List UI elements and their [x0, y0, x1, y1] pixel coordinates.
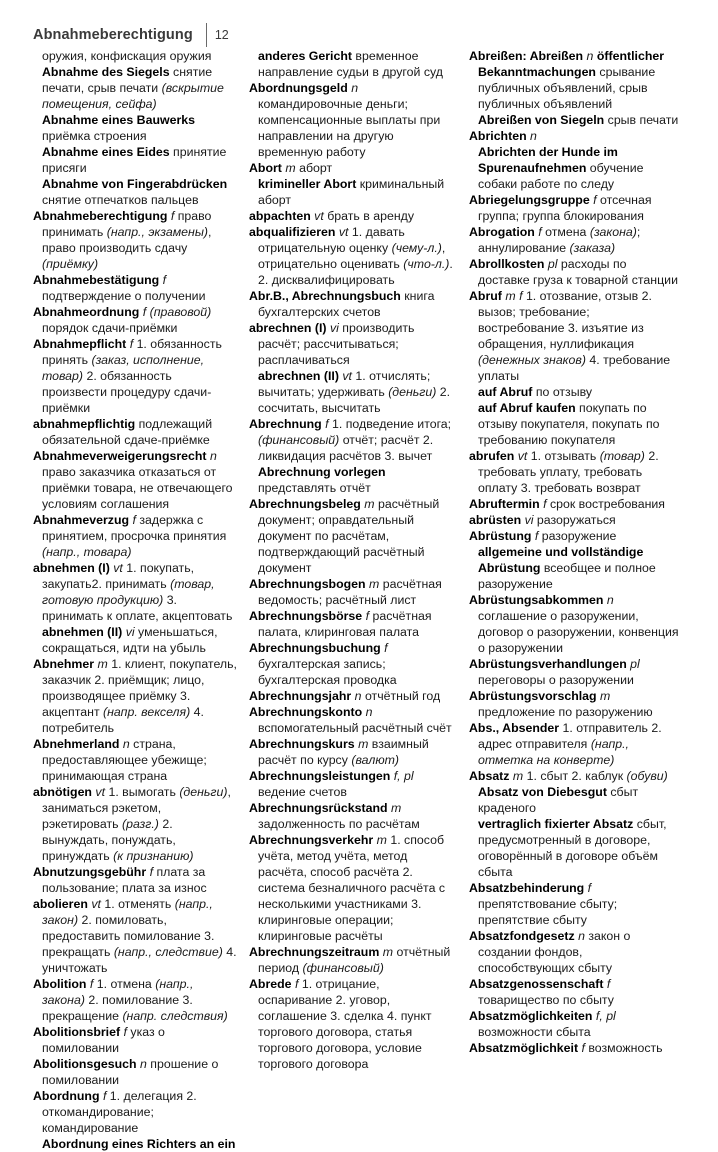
dictionary-entry: Abolitionsbrief f указ о помиловании — [33, 1025, 165, 1055]
dictionary-entry: Abrechnungsbörse f расчётная палата, клиринговая палата — [249, 609, 432, 639]
dictionary-entry: Absatz m 1. сбыт 2. каблук (обуви) — [469, 769, 668, 783]
dictionary-entry: Abolitionsgesuch n прошение о помиловании — [33, 1057, 219, 1087]
column-2 — [249, 48, 457, 1152]
dictionary-subentry: Abnahme eines Bauwerks приёмка строения — [42, 113, 195, 143]
dictionary-subentry: vertraglich fixierter Absatz сбыт, предусмотренный в договоре, оговорённый в договоре объём сбыта — [478, 817, 667, 879]
dictionary-entry: abrechnen (I) vi производить расчёт; рассчитываться; расплачиваться — [249, 321, 415, 367]
dictionary-entry: Abreißen: Abreißen n öffentlicher Bekanntmachungen срывание публичных объявлений, срыв публичных объявлений — [469, 49, 665, 111]
dictionary-entry: Abolition f 1. отмена (напр., закона) 2. помилование 3. прекращение (напр. следствия) — [33, 977, 228, 1023]
dictionary-entry: abpachten vt брать в аренду — [249, 209, 415, 223]
dictionary-entry: Abnahmeverzug f задержка с принятием, просрочка принятия (напр., товара) — [33, 513, 227, 559]
dictionary-entry: abrufen vt 1. отзывать (товар) 2. требовать уплату, требовать оплату 3. требовать возврат — [469, 449, 659, 495]
dictionary-entry: Abriegelungsgruppe f отсечная группа; группа блокирования — [469, 193, 652, 223]
dictionary-subentry: krimineller Abort криминальный аборт — [258, 177, 445, 207]
dictionary-entry: Abrechnungsleistungen f, pl ведение счетов — [249, 769, 414, 799]
dictionary-entry: Absatzmöglichkeit f возможность — [469, 1041, 663, 1055]
dictionary-entry: Abrüstungsvorschlag m предложение по разоружению — [469, 689, 653, 719]
dictionary-subentry: anderes Gericht временное направление судьи в другой суд — [258, 49, 443, 79]
dictionary-entry: Abrechnungsbeleg m расчётный документ; оправдательный документ по расчётам, подтверждающий расчётный документ — [249, 497, 440, 575]
dictionary-subentry: Abnahme von Fingerabdrücken снятие отпечатков пальцев — [42, 177, 228, 207]
running-head: Abnahmeberechtigung — [33, 27, 193, 43]
dictionary-entry: Abnahmebestätigung f подтверждение о получении — [33, 273, 206, 303]
dictionary-entry: Absatzbehinderung f препятствование сбыту; препятствие сбыту — [469, 881, 618, 927]
dictionary-entry: abrüsten vi разоружаться — [469, 513, 616, 527]
dictionary-entry: Abnehmer m 1. клиент, покупатель, заказчик 2. приёмщик; лицо, производящее приёмку 3. акцептант (напр. векселя) 4. потребитель — [33, 657, 237, 735]
dictionary-entry: Absatzfondgesetz n закон о создании фондов, способствующих сбыту — [469, 929, 631, 975]
dictionary-entry: Abnutzungsgebühr f плата за пользование; плата за износ — [33, 865, 207, 895]
entry-columns — [33, 48, 698, 1152]
dictionary-subentry: Absatz von Diebesgut сбыт краденого — [478, 785, 639, 815]
dictionary-entry: Absatzmöglichkeiten f, pl возможности сбыта — [469, 1009, 616, 1039]
header-divider — [206, 23, 207, 47]
dictionary-entry: abnahmepflichtig подлежащий обязательной сдаче-приёмке — [33, 417, 213, 447]
dictionary-entry: Abnahmeverweigerungsrecht n право заказчика отказаться от приёмки товара, не отвечающего условиям соглашения — [33, 449, 233, 511]
dictionary-entry: abnehmen (I) vt 1. покупать, закупать2. принимать (товар, готовую продукцию) 3. принимать к оплате, акцептовать — [33, 561, 233, 623]
dictionary-subentry: Abreißen von Siegeln срыв печати — [478, 113, 679, 127]
dictionary-entry: Abrechnungsrückstand m задолженность по расчётам — [249, 801, 420, 831]
dictionary-entry: Abrechnung f 1. подведение итога; (финансовый) отчёт; расчёт 2. ликвидация расчётов 3. вычет — [249, 417, 452, 463]
dictionary-entry: Abruf m f 1. отозвание, отзыв 2. вызов; требование; востребование 3. изъятие из обращения, нуллификация (денежных знаков) 4. требование уплаты — [469, 289, 671, 383]
dictionary-entry: Abs., Absender 1. отправитель 2. адрес отправителя (напр., отметка на конверте) — [469, 721, 662, 767]
dictionary-entry: Abort m аборт — [249, 161, 333, 175]
dictionary-subentry: оружия, конфискация оружия — [42, 49, 212, 63]
dictionary-entry: Abnahmeberechtigung f право принимать (напр., экзамены), право производить сдачу (приёмку) — [33, 209, 212, 271]
dictionary-entry: abnötigen vt 1. вымогать (деньги), заниматься рэкетом, рэкетировать (разг.) 2. вынуждать, понуждать, принуждать (к признанию) — [33, 785, 231, 863]
dictionary-subentry: Abrechnung vorlegen представлять отчёт — [258, 465, 386, 495]
dictionary-subentry: allgemeine und vollständige Abrüstung всеобщее и полное разоружение — [478, 545, 656, 591]
dictionary-entry: Abrechnungskonto n вспомогательный расчётный счёт — [249, 705, 452, 735]
dictionary-entry: Abrechnungsbogen m расчётная ведомость; расчётный лист — [249, 577, 442, 607]
dictionary-entry: Abrechnungsverkehr m 1. способ учёта, метод учёта, метод расчёта, способ расчёта 2. система безналичного расчёта с несколькими участниками 3. клиринговые операции; клиринговые расчёты — [249, 833, 446, 943]
column-3 — [469, 48, 679, 1152]
dictionary-entry: Absatzgenossenschaft f товарищество по сбыту — [469, 977, 614, 1007]
page-number: 12 — [214, 28, 229, 42]
dictionary-subentry: Abrichten der Hunde im Spurenaufnehmen обучение собаки работе по следу — [478, 145, 644, 191]
dictionary-entry: Abruftermin f срок востребования — [469, 497, 665, 511]
dictionary-entry: Abrüstungsabkommen n соглашение о разоружении, договор о разоружении, конвенция о разоружении — [469, 593, 679, 655]
dictionary-entry: Abrüstungsverhandlungen pl переговоры о разоружении — [469, 657, 640, 687]
dictionary-entry: Abrede f 1. отрицание, оспаривание 2. уговор, соглашение 3. сделка 4. пункт торгового договора, статья торгового договора, условие торгового договора — [249, 977, 432, 1071]
dictionary-entry: Abrechnungsbuchung f бухгалтерская запись; бухгалтерская проводка — [249, 641, 397, 687]
dictionary-entry: Abordnung f 1. делегация 2. откомандирование; командирование — [33, 1089, 197, 1135]
dictionary-entry: abolieren vt 1. отменять (напр., закон) 2. помиловать, предоставить помилование 3. прекращать (напр., следствие) 4. уничтожать — [33, 897, 237, 975]
dictionary-entry: Abnahmepflicht f 1. обязанность принять (заказ, исполнение, товар) 2. обязанность произвести процедуру сдачи-приёмки — [33, 337, 222, 415]
dictionary-subentry: auf Abruf kaufen покупать по отзыву покупателя, покупать по требованию покупателя — [478, 401, 660, 447]
dictionary-subentry: Abnahme des Siegels снятие печати, срыв печати (вскрытие помещения, сейфа) — [42, 65, 224, 111]
dictionary-entry: Abrechnungsjahr n отчётный год — [249, 689, 441, 703]
column-1 — [33, 48, 237, 1152]
dictionary-entry: Abrechnungskurs m взаимный расчёт по курсу (валют) — [249, 737, 429, 767]
dictionary-entry: Abrechnungszeitraum m отчётный период (финансовый) — [249, 945, 451, 975]
dictionary-entry: Abr.B., Abrechnungsbuch книга бухгалтерских счетов — [249, 289, 435, 319]
dictionary-subentry: abnehmen (II) vi уменьшаться, сокращаться, идти на убыль — [42, 625, 218, 655]
dictionary-entry: Abrichten n — [469, 129, 537, 143]
dictionary-subentry: Abnahme eines Eides принятие присяги — [42, 145, 227, 175]
dictionary-entry: Abnehmerland n страна, предоставляющее убежище; принимающая страна — [33, 737, 207, 783]
dictionary-entry: Abrüstung f разоружение — [469, 529, 617, 543]
page-header — [33, 24, 229, 46]
dictionary-entry: Abnahmeordnung f (правовой) порядок сдачи-приёмки — [33, 305, 212, 335]
dictionary-entry: Abrogation f отмена (закона); аннулирование (заказа) — [469, 225, 641, 255]
dictionary-subentry: auf Abruf по отзыву — [478, 385, 593, 399]
dictionary-subentry: Abordnung eines Richters an ein — [42, 1137, 236, 1151]
dictionary-entry: abqualifizieren vt 1. давать отрицательную оценку (чему-л.), отрицательно оценивать (что-л.). 2. дисквалифицировать — [249, 225, 453, 287]
dictionary-subentry: abrechnen (II) vt 1. отчислять; вычитать; удерживать (деньги) 2. сосчитать, высчитать — [258, 369, 451, 415]
dictionary-entry: Abrollkosten pl расходы по доставке груза к товарной станции — [469, 257, 678, 287]
dictionary-entry: Abordnungsgeld n командировочные деньги; компенсационные выплаты при направлении на другую временную работу — [249, 81, 441, 159]
